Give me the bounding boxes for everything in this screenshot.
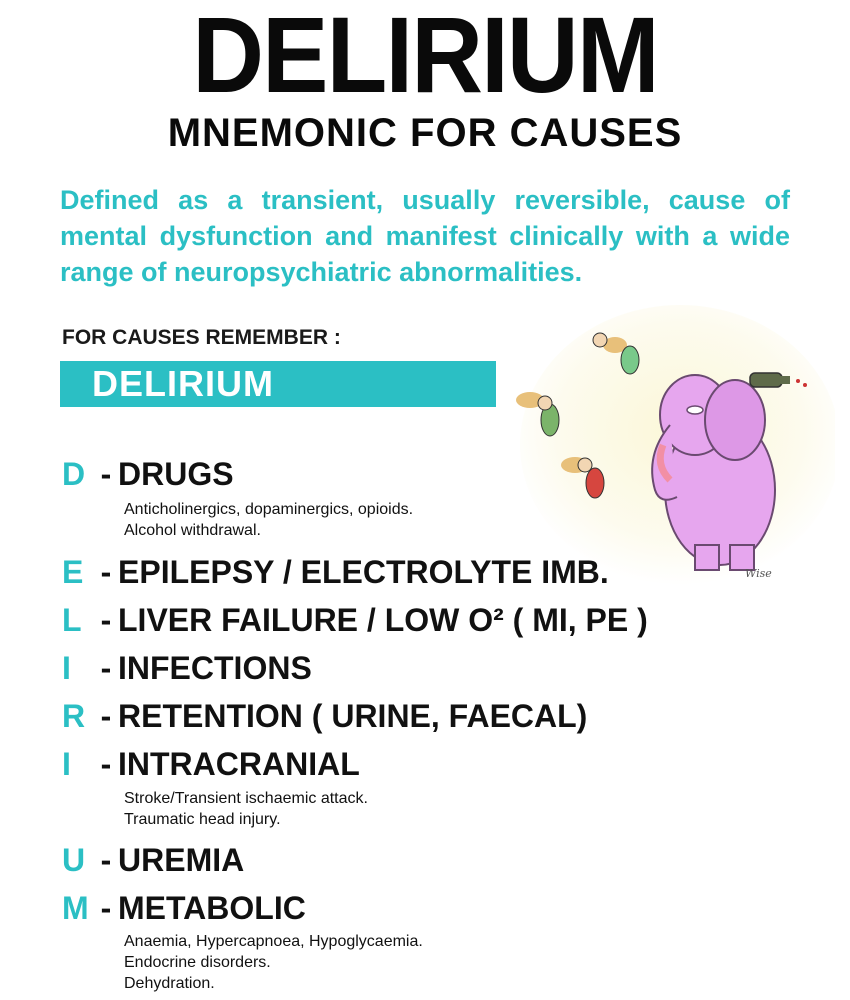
item-detail: Anaemia, Hypercapnoea, Hypoglycaemia.	[124, 933, 423, 950]
elephant-illustration	[505, 305, 835, 595]
mnemonic-cause: LIVER FAILURE / LOW O² ( MI, PE )	[118, 602, 648, 638]
item-detail: Stroke/Transient ischaemic attack.	[124, 790, 368, 807]
mnemonic-item-e: E - EPILEPSY / ELECTROLYTE IMB.	[62, 554, 609, 590]
mnemonic-banner	[60, 361, 496, 407]
page-subtitle: MNEMONIC FOR CAUSES	[167, 111, 683, 155]
banner-word: DELIRIUM	[92, 363, 274, 404]
mnemonic-item-i: I - INFECTIONS	[62, 650, 312, 686]
mnemonic-item-l: L - LIVER FAILURE / LOW O² ( MI, PE )	[62, 602, 648, 638]
mnemonic-letter: I	[62, 746, 71, 782]
mnemonic-letter: M	[62, 890, 89, 926]
mnemonic-letter: I	[62, 650, 71, 686]
mnemonic-cause: EPILEPSY / ELECTROLYTE IMB.	[118, 554, 609, 590]
mnemonic-letter: D	[62, 456, 86, 492]
item-detail: Anticholinergics, dopaminergics, opioids.	[124, 501, 414, 518]
mnemonic-cause: INFECTIONS	[118, 650, 312, 686]
mnemonic-letter: U	[62, 842, 86, 878]
mnemonic-cause: METABOLIC	[118, 890, 306, 926]
mnemonic-item-u: U - UREMIA	[62, 842, 245, 878]
definition-text: Defined as a transient, usually reversible, cause of mental dysfunction and manifest clinically with a wide range of neuropsychiatric abnormalities.	[60, 185, 790, 287]
mnemonic-letter: L	[62, 602, 82, 638]
artist-signature: Wise	[745, 567, 772, 580]
mnemonic-cause: RETENTION ( URINE, FAECAL)	[118, 698, 588, 734]
remember-label: FOR CAUSES REMEMBER :	[62, 326, 341, 349]
mnemonic-item-i2: I - INTRACRANIAL	[62, 746, 360, 782]
mnemonic-item-d: D - DRUGS	[62, 456, 234, 492]
mnemonic-item-r: R - RETENTION ( URINE, FAECAL)	[62, 698, 588, 734]
mnemonic-letter: R	[62, 698, 86, 734]
mnemonic-cause: DRUGS	[118, 456, 234, 492]
mnemonic-cause: INTRACRANIAL	[118, 746, 360, 782]
item-detail: Alcohol withdrawal.	[124, 522, 261, 539]
mnemonic-cause: UREMIA	[118, 842, 245, 878]
page-title: DELIRIUM	[192, 0, 658, 115]
item-detail: Dehydration.	[124, 975, 215, 992]
item-detail: Traumatic head injury.	[124, 811, 281, 828]
mnemonic-letter: E	[62, 554, 84, 590]
mnemonic-item-m: M - METABOLIC	[62, 890, 306, 926]
item-detail: Endocrine disorders.	[124, 954, 271, 971]
